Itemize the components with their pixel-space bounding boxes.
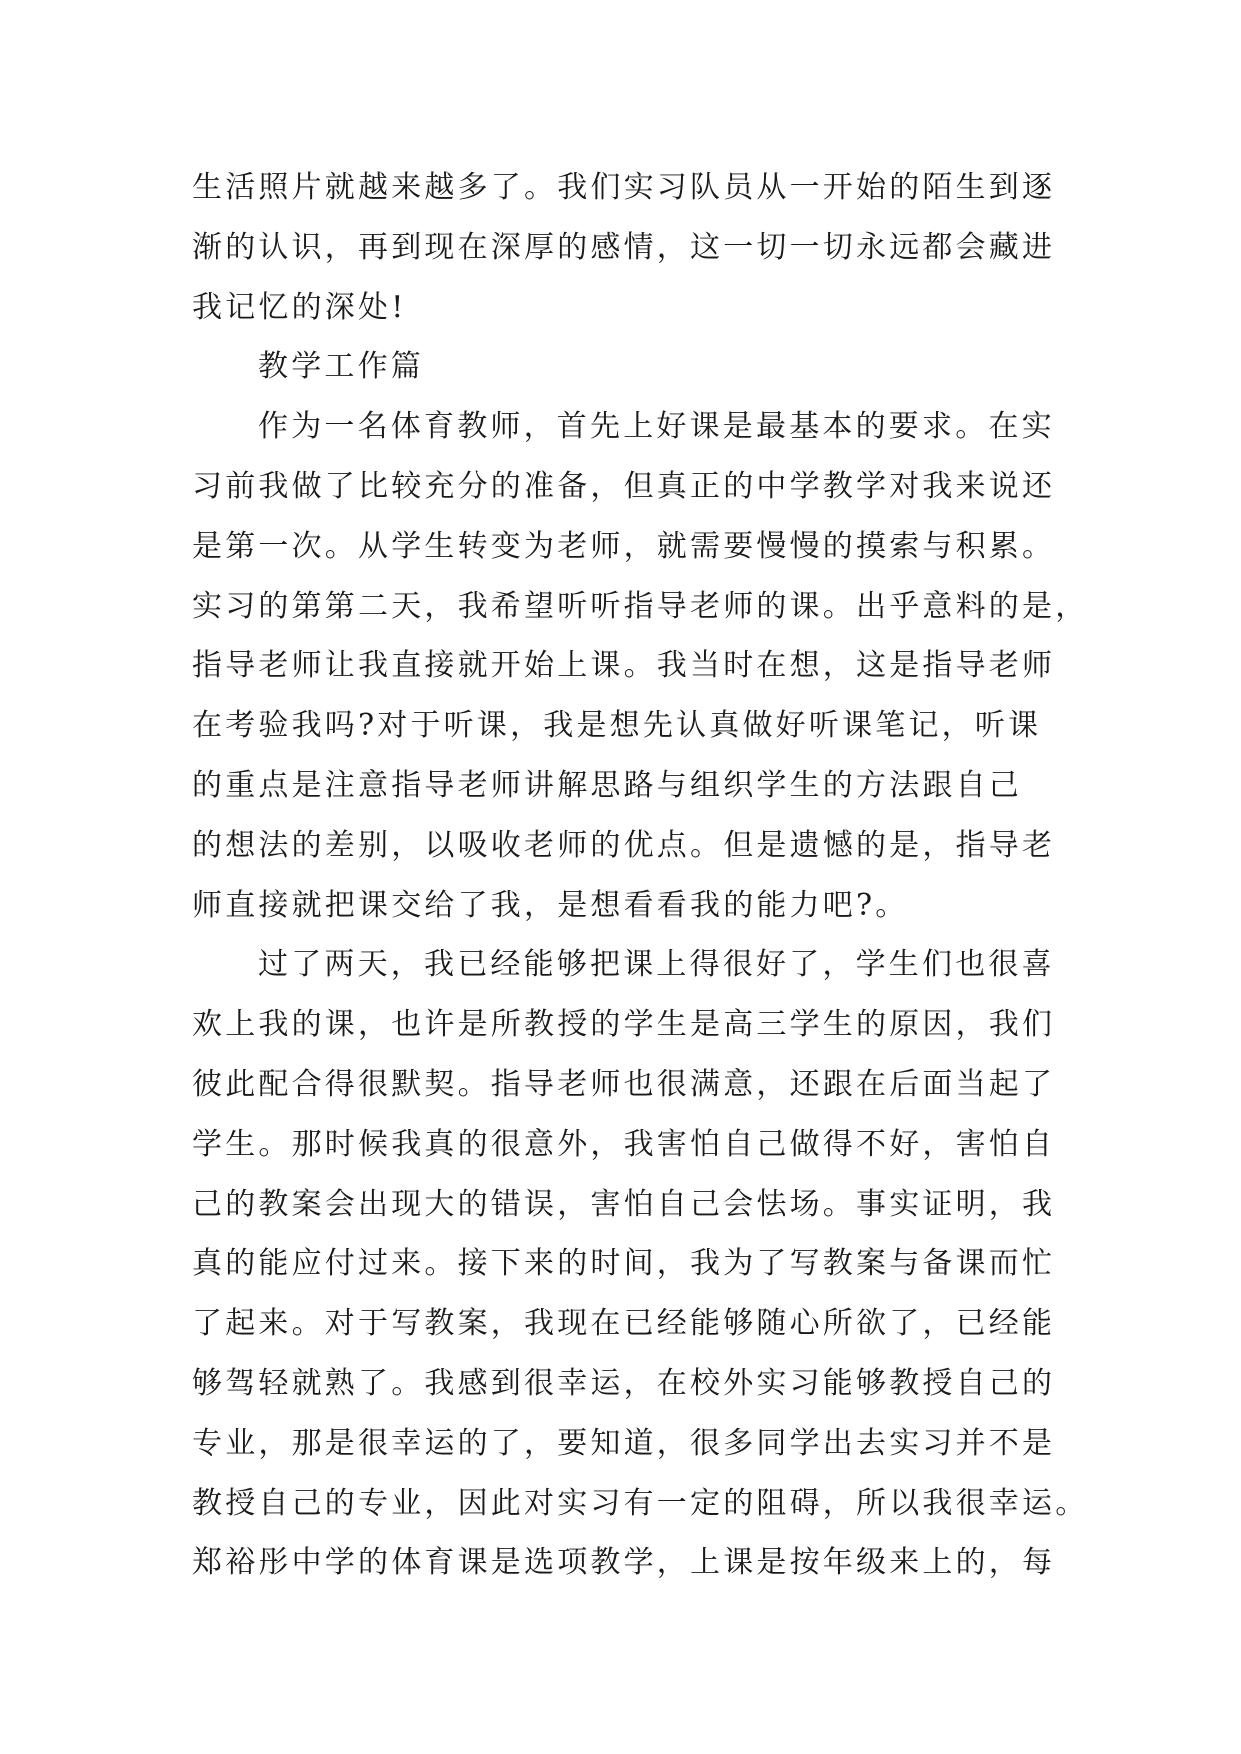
text-line: 郑裕彤中学的体育课是选项教学，上课是按年级来上的，每 xyxy=(192,1545,1056,1581)
text-line: 渐的认识，再到现在深厚的感情，这一切一切永远都会藏进 xyxy=(192,229,1056,265)
text-line: 真的能应付过来。接下来的时间，我为了写教案与备课而忙 xyxy=(192,1246,1056,1282)
text-line: 我记忆的深处! xyxy=(192,289,407,325)
text-line: 习前我做了比较充分的准备，但真正的中学教学对我来说还 xyxy=(192,468,1056,504)
text-line: 是第一次。从学生转变为老师，就需要慢慢的摸索与积累。 xyxy=(192,528,1056,564)
text-line: 了起来。对于写教案，我现在已经能够随心所欲了，已经能 xyxy=(192,1306,1056,1342)
text-line: 够驾轻就熟了。我感到很幸运，在校外实习能够教授自己的 xyxy=(192,1365,1056,1401)
text-line: 师直接就把课交给了我，是想看看我的能力吧?。 xyxy=(192,887,909,923)
text-line: 学生。那时候我真的很意外，我害怕自己做得不好，害怕自 xyxy=(192,1126,1056,1162)
text-line: 欢上我的课，也许是所教授的学生是高三学生的原因，我们 xyxy=(192,1007,1056,1043)
text-line: 己的教案会出现大的错误，害怕自己会怯场。事实证明，我 xyxy=(192,1186,1056,1222)
text-line: 在考验我吗?对于听课，我是想先认真做好听课笔记，听课 xyxy=(192,708,1042,744)
text-line: 实习的第第二天，我希望听听指导老师的课。出乎意料的是， xyxy=(192,588,1089,624)
text-line: 专业，那是很幸运的了，要知道，很多同学出去实习并不是 xyxy=(192,1425,1056,1461)
text-line: 的重点是注意指导老师讲解思路与组织学生的方法跟自己 xyxy=(192,767,1022,803)
text-line: 教授自己的专业，因此对实习有一定的阻碍，所以我很幸运。 xyxy=(192,1485,1089,1521)
text-line: 的想法的差别，以吸收老师的优点。但是遗憾的是，指导老 xyxy=(192,827,1056,863)
text-line: 彼此配合得很默契。指导老师也很满意，还跟在后面当起了 xyxy=(192,1066,1056,1102)
text-line: 作为一名体育教师，首先上好课是最基本的要求。在实 xyxy=(258,409,1055,445)
text-line: 生活照片就越来越多了。我们实习队员从一开始的陌生到逐 xyxy=(192,170,1056,205)
text-line: 指导老师让我直接就开始上课。我当时在想，这是指导老师 xyxy=(192,648,1056,684)
section-heading: 教学工作篇 xyxy=(258,349,424,385)
body-text xyxy=(192,158,1089,1593)
text-line: 过了两天，我已经能够把课上得很好了，学生们也很喜 xyxy=(258,947,1055,983)
